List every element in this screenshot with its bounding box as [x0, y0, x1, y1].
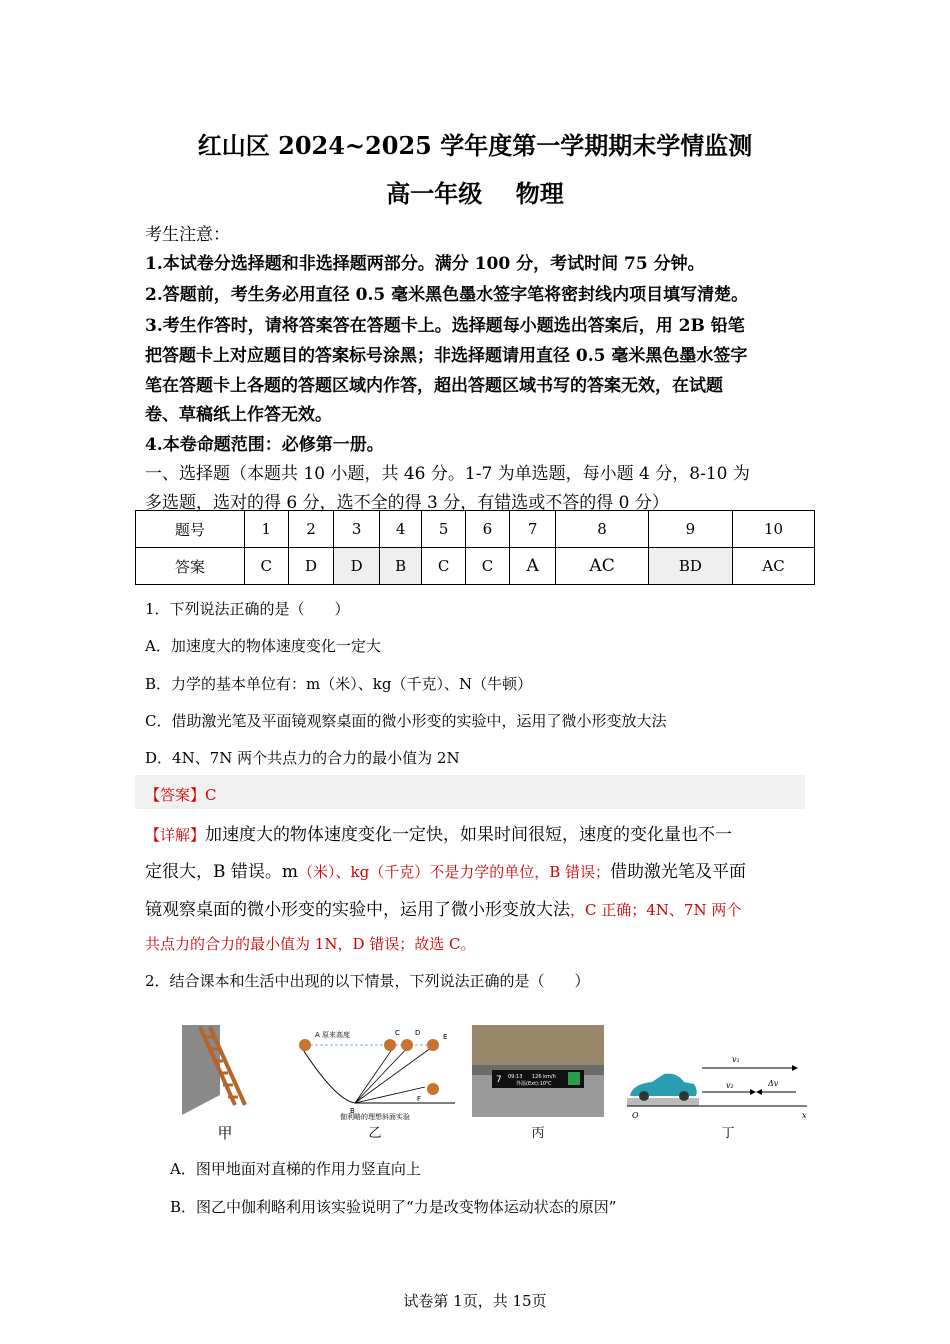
answer-highlight: [135, 775, 805, 809]
notice-item: 卷、草稿纸上作答无效。: [145, 405, 332, 425]
q1-detail-line: 共点力的合力的最小值为 1N，D 错误；故选 C。: [145, 935, 476, 953]
question-number: 4: [380, 511, 422, 548]
question-number: 2: [288, 511, 334, 548]
fig-text: v₂: [726, 1081, 734, 1090]
ball: [299, 1039, 311, 1051]
fig-text: F: [417, 1095, 422, 1103]
question-number: 1: [244, 511, 288, 548]
answer-cell: C: [244, 548, 288, 585]
answer-cell: AC: [556, 548, 648, 585]
notice-item: 把答题卡上对应题目的答案标号涂黑；非选择题请用直径 0.5 毫米黑色墨水签字: [145, 346, 748, 366]
notice-item: 2.答题前，考生务必用直径 0.5 毫米黑色墨水签字笔将密封线内项目填写清楚。: [145, 285, 749, 305]
figure-label: 丙: [531, 1126, 545, 1141]
table-row: [136, 511, 815, 548]
question-number: 9: [648, 511, 732, 548]
page-title: 红山区 2024~2025 学年度第一学期期末学情监测: [197, 131, 753, 160]
display-text: 外温(Ext):10℃: [516, 1081, 552, 1087]
notice-item: 笔在答题卡上各题的答题区域内作答，超出答题区域书写的答案无效，在试题: [145, 376, 723, 396]
notice-item: 1.本试卷分选择题和非选择题两部分。满分 100 分，考试时间 75 分钟。: [145, 254, 705, 274]
ladder-figure: [180, 1025, 260, 1115]
figure-label: 丁: [721, 1126, 735, 1141]
notice-item: 3.考生作答时，请将答案答在答题卡上。选择题每小题选出答案后，用 2B 铅笔: [145, 316, 745, 336]
figure-label: 乙: [368, 1126, 382, 1141]
ball: [384, 1039, 396, 1051]
table-header-cell: 题号: [136, 511, 245, 548]
answer-table: [135, 510, 815, 585]
question-number: 6: [466, 511, 510, 548]
answer-cell: D: [334, 548, 380, 585]
figure-label: 甲: [217, 1124, 233, 1142]
answer-cell: B: [380, 548, 422, 585]
answer-cell: AC: [733, 548, 815, 585]
q1-detail-line: [145, 820, 732, 845]
display-text: 09:13: [508, 1074, 523, 1080]
fig-text: v₁: [732, 1055, 740, 1064]
question-number: 3: [334, 511, 380, 548]
fig-text: E: [443, 1033, 448, 1041]
q1-detail-line: [145, 895, 741, 920]
fig-text: Δv: [768, 1079, 779, 1088]
q2-option-a: A．图甲地面对直梯的作用力竖直向上: [170, 1160, 421, 1178]
detail-text: 定很大，B 错误。m: [145, 862, 299, 882]
ball: [427, 1039, 439, 1051]
answer-cell: BD: [648, 548, 732, 585]
question-number: 8: [556, 511, 648, 548]
fig-text: x: [802, 1111, 807, 1120]
answer-value: C: [205, 786, 217, 804]
q1-detail-line: [145, 857, 746, 882]
detail-text: 借助激光笔及平面: [610, 862, 747, 882]
display-text: 126 km/h: [532, 1074, 556, 1080]
q1-option-d: D．4N、7N 两个共点力的合力的最小值为 2N: [145, 749, 460, 767]
question-number: 7: [509, 511, 556, 548]
ball: [401, 1039, 413, 1051]
q2-option-b: B．图乙中伽利略利用该实验说明了“力是改变物体运动状态的原因”: [170, 1198, 617, 1216]
q1-option-c: C．借助激光笔及平面镜观察桌面的微小形变的实验中，运用了微小形变放大法: [145, 712, 667, 730]
question-number: 5: [422, 511, 466, 548]
page-subtitle: 高一年级 物理: [386, 179, 564, 208]
table-header-cell: 答案: [136, 548, 245, 585]
train-display-figure: [472, 1025, 604, 1117]
detail-text-red: ，C 正确；4N、7N 两个: [570, 901, 742, 919]
fig-text: C: [395, 1029, 400, 1037]
answer-cell: D: [288, 548, 334, 585]
answer-cell: C: [466, 548, 510, 585]
fig-text: D: [415, 1029, 421, 1037]
page-footer: 试卷第 1页，共 15页: [403, 1292, 547, 1310]
ground: [627, 1098, 699, 1106]
answer-cell: C: [422, 548, 466, 585]
q1-option-a: A．加速度大的物体速度变化一定大: [145, 637, 381, 655]
q1-answer: [145, 784, 217, 805]
display-text: 7: [496, 1075, 502, 1085]
incline-figure: [295, 1025, 460, 1120]
section-heading-line1: 一、选择题（本题共 10 小题，共 46 分。1-7 为单选题，每小题 4 分，8-10 为: [145, 464, 750, 484]
table-row: [136, 548, 815, 585]
q2-stem: 2．结合课本和生活中出现的以下情景，下列说法正确的是（ ）: [145, 972, 590, 990]
detail-text: 镜观察桌面的微小形变的实验中，运用了微小形变放大法: [145, 900, 570, 920]
answer-tag: 【答案】: [145, 786, 206, 804]
q1-stem: 1．下列说法正确的是（ ）: [145, 600, 350, 618]
answer-cell: A: [509, 548, 556, 585]
car-velocity-figure: [622, 1050, 812, 1122]
section-heading-line2: 多选题，选对的得 6 分，选不全的得 3 分，有错选或不答的得 0 分）: [145, 493, 669, 513]
q1-option-b: B．力学的基本单位有：m（米）、kg（千克）、N（牛顿）: [145, 675, 533, 693]
fig-caption: 伽利略的理想斜面实验: [340, 1113, 410, 1120]
notice-heading: 考生注意：: [145, 225, 230, 245]
fig-text: A 原来高度: [315, 1031, 351, 1039]
detail-tag: 【详解】: [145, 826, 206, 844]
fig-text: O: [632, 1111, 639, 1120]
detail-text-red: （米）、kg（千克）不是力学的单位，B 错误；: [298, 863, 611, 881]
notice-item: 4.本卷命题范围：必修第一册。: [145, 435, 384, 455]
detail-text: 加速度大的物体速度变化一定快，如果时间很短，速度的变化量也不一: [205, 825, 733, 845]
question-number: 10: [733, 511, 815, 548]
ball: [427, 1083, 439, 1095]
fig-text: B: [350, 1107, 355, 1115]
